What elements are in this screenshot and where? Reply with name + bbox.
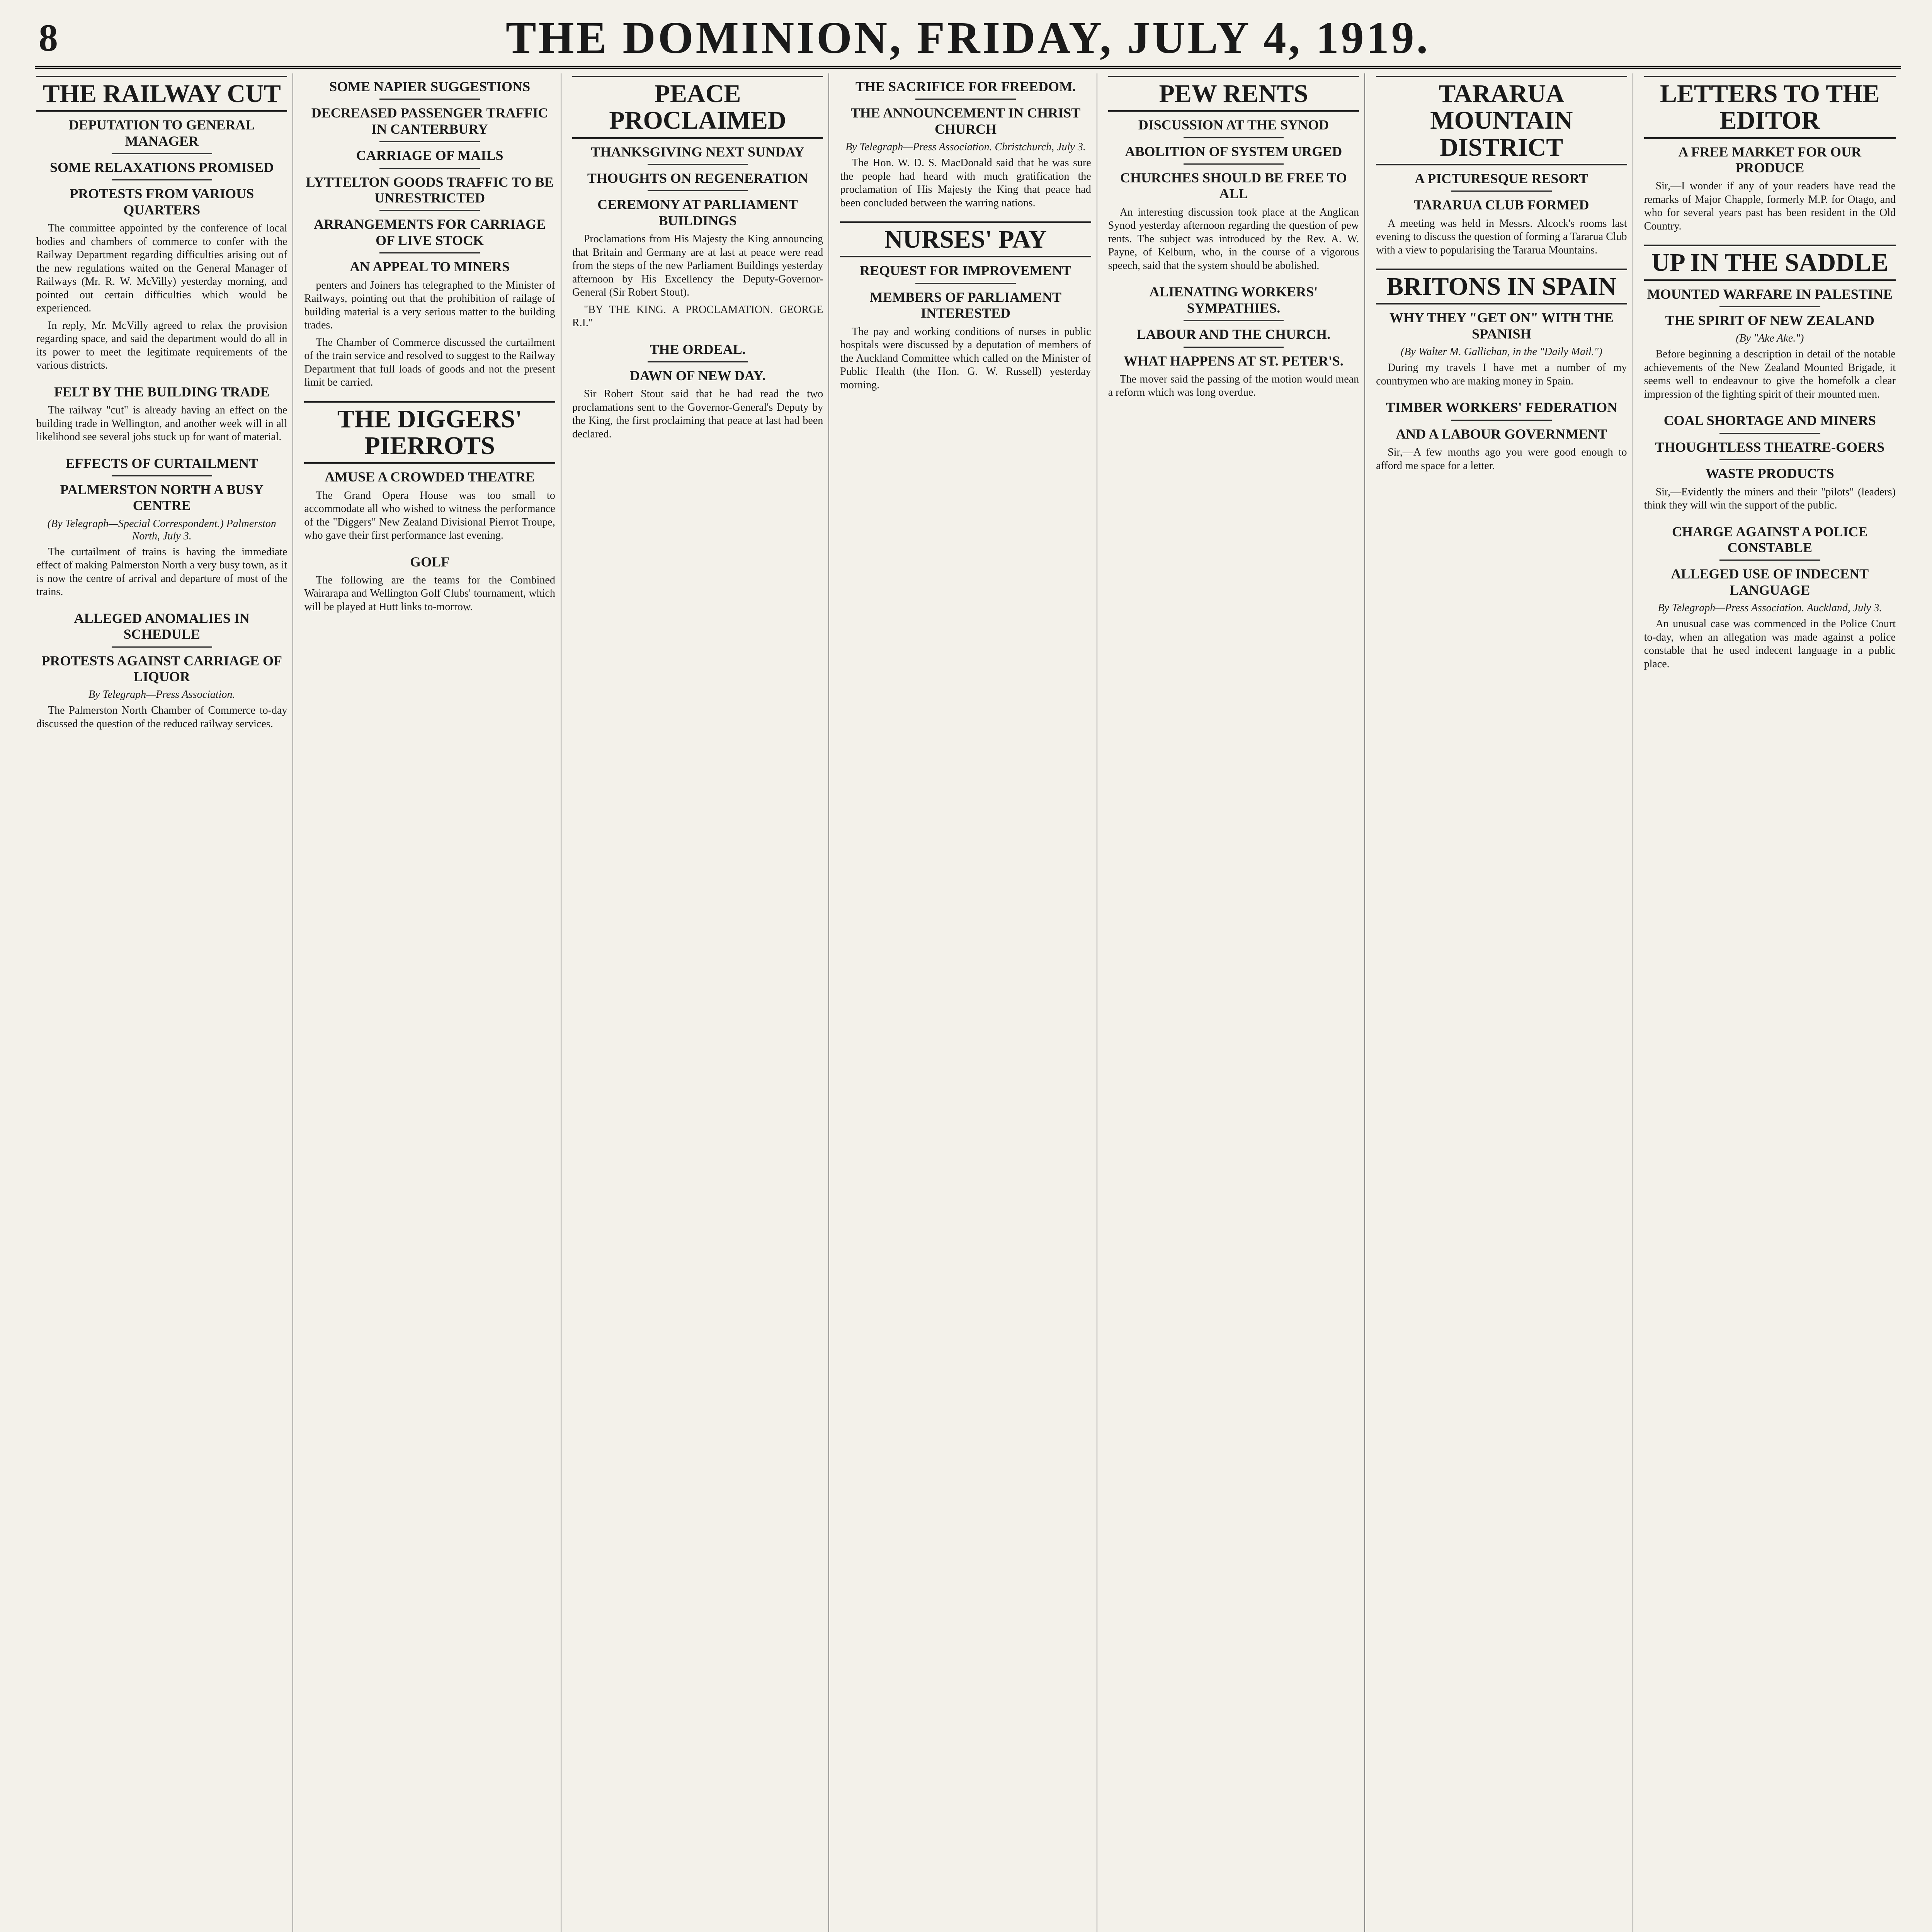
page-number: 8 xyxy=(39,16,58,59)
divider xyxy=(379,210,480,211)
article xyxy=(1644,524,1896,671)
divider xyxy=(915,99,1016,100)
article-subhead: MEMBERS OF PARLIAMENT INTERESTED xyxy=(869,289,1061,321)
article-paragraph: Sir,—Evidently the miners and their "pilots" (leaders) think they will win the support of the public. xyxy=(1644,486,1896,512)
article-subhead: CHARGE AGAINST A POLICE CONSTABLE xyxy=(1672,524,1868,556)
article-byline: By Telegraph—Press Association. Christchurch, July 3. xyxy=(845,141,1086,153)
article-subhead: DISCUSSION AT THE SYNOD xyxy=(1138,117,1329,133)
article-paragraph: The curtailment of trains is having the immediate effect of making Palmerston North a very busy town, as it is now the centre of arrival and departure of most of the trains. xyxy=(36,546,287,598)
article-paragraph: Sir Robert Stout said that he had read the two proclamations sent to the Governor-General's Deputy by the King, the first proclaiming that peace at last had been declared. xyxy=(572,388,823,440)
divider xyxy=(1184,137,1284,138)
article xyxy=(36,76,287,372)
article-subhead: CARRIAGE OF MAILS xyxy=(356,148,503,163)
divider xyxy=(1184,320,1284,321)
article-subhead: LYTTELTON GOODS TRAFFIC TO BE UNRESTRICTED xyxy=(306,174,554,206)
column-3 xyxy=(571,73,829,1932)
article-subhead: LABOUR AND THE CHURCH. xyxy=(1136,327,1331,342)
article-subhead: A PICTURESQUE RESORT xyxy=(1415,170,1588,186)
article xyxy=(572,76,823,330)
article-byline: (By Telegraph—Special Correspondent.) Palmerston North, July 3. xyxy=(47,517,276,542)
article-subhead: ARRANGEMENTS FOR CARRIAGE OF LIVE STOCK xyxy=(314,216,546,248)
article xyxy=(1108,76,1359,272)
divider xyxy=(112,475,212,476)
article xyxy=(304,79,555,389)
divider xyxy=(1719,433,1820,434)
article-subhead: THOUGHTLESS THEATRE-GOERS xyxy=(1655,439,1885,455)
article-subhead: SOME NAPIER SUGGESTIONS xyxy=(329,79,531,94)
divider xyxy=(1719,560,1820,561)
article-subhead: THE ANNOUNCEMENT IN CHRIST CHURCH xyxy=(850,105,1081,137)
divider xyxy=(1719,459,1820,460)
article xyxy=(36,611,287,731)
article-headline: TARARUA MOUNTAIN DISTRICT xyxy=(1376,76,1627,165)
article xyxy=(1108,284,1359,400)
article-subhead: GOLF xyxy=(410,554,450,570)
article-headline: THE DIGGERS' PIERROTS xyxy=(304,401,555,464)
divider xyxy=(1451,190,1552,192)
article-subhead: THE ORDEAL. xyxy=(650,341,746,357)
masthead xyxy=(35,8,1901,69)
divider xyxy=(379,99,480,100)
article-subhead: THANKSGIVING NEXT SUNDAY xyxy=(591,144,804,160)
article xyxy=(36,384,287,444)
article-subhead: TIMBER WORKERS' FEDERATION xyxy=(1386,400,1617,415)
article-paragraph: The Chamber of Commerce discussed the curtailment of the train service and resolved to suggest to the Railway Department that full loads of goods and not the present limit be carried. xyxy=(304,336,555,389)
article-subhead: AND A LABOUR GOVERNMENT xyxy=(1396,426,1607,442)
article-headline: LETTERS TO THE EDITOR xyxy=(1644,76,1896,139)
article-subhead: PROTESTS FROM VARIOUS QUARTERS xyxy=(70,186,254,218)
article xyxy=(840,221,1091,392)
article-byline: By Telegraph—Press Association. xyxy=(88,689,235,701)
article-subhead: DEPUTATION TO GENERAL MANAGER xyxy=(68,117,255,149)
article-byline: (By "Ake Ake.") xyxy=(1736,332,1804,345)
article xyxy=(572,342,823,441)
article-subhead: ALLEGED USE OF INDECENT LANGUAGE xyxy=(1671,566,1869,598)
divider xyxy=(379,141,480,142)
article-paragraph: The Palmerston North Chamber of Commerce to-day discussed the question of the reduced railway services. xyxy=(36,704,287,730)
divider xyxy=(1719,306,1820,307)
article-headline: BRITONS IN SPAIN xyxy=(1376,269,1627,304)
article-subhead: AMUSE A CROWDED THEATRE xyxy=(325,469,535,485)
article-subhead: PROTESTS AGAINST CARRIAGE OF LIQUOR xyxy=(41,653,282,684)
article xyxy=(1376,400,1627,473)
article-subhead: DECREASED PASSENGER TRAFFIC IN CANTERBURY xyxy=(311,105,548,137)
article-headline: THE RAILWAY CUT xyxy=(36,76,287,112)
article-subhead: THE SACRIFICE FOR FREEDOM. xyxy=(855,79,1076,94)
article xyxy=(1644,245,1896,401)
article-subhead: WHY THEY "GET ON" WITH THE SPANISH xyxy=(1389,310,1614,342)
article-byline: (By Walter M. Gallichan, in the "Daily Mail.") xyxy=(1400,346,1602,358)
article-headline: NURSES' PAY xyxy=(840,221,1091,257)
article-subhead: CEREMONY AT PARLIAMENT BUILDINGS xyxy=(597,197,798,228)
article-subhead: PALMERSTON NORTH A BUSY CENTRE xyxy=(60,482,264,514)
article-subhead: ABOLITION OF SYSTEM URGED xyxy=(1125,143,1342,159)
divider xyxy=(1451,420,1552,421)
article-paragraph: The following are the teams for the Combined Wairarapa and Wellington Golf Clubs' tournament, which will be played at Hutt links to-morrow. xyxy=(304,574,555,613)
article-paragraph: An unusual case was commenced in the Police Court to-day, when an allegation was made against a police constable that he used indecent language in a public place. xyxy=(1644,618,1896,670)
article-paragraph: An interesting discussion took place at the Anglican Synod yesterday afternoon regarding the question of pew rents. The subject was introduced by the Rev. A. W. Payne, of Kelburn, who, in the course of a vigorous speech, said that the system should be abolished. xyxy=(1108,206,1359,272)
divider xyxy=(648,361,748,362)
column-2 xyxy=(303,73,561,1932)
column-4 xyxy=(838,73,1097,1932)
article-subhead: SOME RELAXATIONS PROMISED xyxy=(50,160,274,175)
article-subhead: COAL SHORTAGE AND MINERS xyxy=(1663,413,1876,429)
article-subhead: A FREE MARKET FOR OUR PRODUCE xyxy=(1678,144,1861,175)
article xyxy=(1376,76,1627,257)
article xyxy=(1376,269,1627,388)
article-subhead: WHAT HAPPENS AT ST. PETER'S. xyxy=(1124,353,1344,369)
article-subhead: ALIENATING WORKERS' SYMPATHIES. xyxy=(1149,284,1318,316)
article-headline: UP IN THE SADDLE xyxy=(1644,245,1896,281)
article-paragraph: Sir,—A few months ago you were good enough to afford me space for a letter. xyxy=(1376,446,1627,472)
article-paragraph: Sir,—I wonder if any of your readers have read the remarks of Major Chapple, formerly M.P. for Otago, and who for several years past has been resident in the Old Country. xyxy=(1644,180,1896,232)
article-subhead: EFFECTS OF CURTAILMENT xyxy=(65,455,259,471)
article xyxy=(304,554,555,614)
article xyxy=(840,79,1091,210)
divider xyxy=(112,179,212,180)
column-1 xyxy=(35,73,293,1932)
column-6 xyxy=(1374,73,1633,1932)
divider xyxy=(379,252,480,253)
newspaper-title: THE DOMINION, FRIDAY, JULY 4, 1919. xyxy=(505,12,1430,63)
article-subhead: ALLEGED ANOMALIES IN SCHEDULE xyxy=(74,610,250,642)
article-paragraph: In reply, Mr. McVilly agreed to relax the provision regarding space, and said the department would do all in its power to meet the legitimate requirements of the various districts. xyxy=(36,319,287,372)
divider xyxy=(915,283,1016,284)
article-subhead: REQUEST FOR IMPROVEMENT xyxy=(860,263,1071,279)
article-paragraph: The mover said the passing of the motion would mean a reform which was long overdue. xyxy=(1108,373,1359,399)
article-subhead: TARARUA CLUB FORMED xyxy=(1414,197,1589,213)
article-subhead: AN APPEAL TO MINERS xyxy=(350,259,510,275)
article-subhead: DAWN OF NEW DAY. xyxy=(629,368,766,384)
divider xyxy=(112,153,212,154)
article-paragraph: A meeting was held in Messrs. Alcock's rooms last evening to discuss the question of forming a Tararua Club with a view to popularising the Tararua Mountains. xyxy=(1376,217,1627,256)
divider xyxy=(648,164,748,165)
article xyxy=(304,401,555,543)
column-7 xyxy=(1643,73,1901,1932)
columns-container xyxy=(35,73,1901,1932)
article-subhead: WASTE PRODUCTS xyxy=(1705,466,1834,481)
article-paragraph: During my travels I have met a number of my countrymen who are making money in Spain. xyxy=(1376,362,1627,387)
article-paragraph: The Grand Opera House was too small to accommodate all who wished to witness the performance of the "Diggers" New Zealand Divisional Pierrot Troupe, who gave their first performance last evening. xyxy=(304,489,555,541)
divider xyxy=(648,190,748,191)
article-paragraph: The pay and working conditions of nurses in public hospitals were discussed by a deputation of members of the Auckland Committee which called on the Minister of Public Health (the Hon. G. W. Russell) yesterday morning. xyxy=(840,325,1091,391)
divider xyxy=(379,168,480,169)
article xyxy=(1644,413,1896,512)
article-byline: By Telegraph—Press Association. Auckland, July 3. xyxy=(1658,602,1882,614)
article-subhead: CHURCHES SHOULD BE FREE TO ALL xyxy=(1120,170,1347,202)
column-5 xyxy=(1107,73,1365,1932)
article-subhead: THE SPIRIT OF NEW ZEALAND xyxy=(1665,313,1875,328)
divider xyxy=(1184,163,1284,165)
article-paragraph: "BY THE KING. A PROCLAMATION. GEORGE R.I." xyxy=(572,303,823,329)
divider xyxy=(1184,347,1284,348)
article-paragraph: Before beginning a description in detail of the notable achievements of the New Zealand Mounted Brigade, it seems well to endeavour to give the homefolk a clear impression of the fighting spirit of their mounted men. xyxy=(1644,348,1896,400)
article-paragraph: Proclamations from His Majesty the King announcing that Britain and Germany are at last at peace were read from the steps of the new Parliament Buildings yesterday afternoon by His Excellency the Deputy-Governor-General (Sir Robert Stout). xyxy=(572,233,823,299)
article-headline: PEW RENTS xyxy=(1108,76,1359,112)
article-headline: PEACE PROCLAIMED xyxy=(572,76,823,139)
divider xyxy=(112,646,212,648)
article-paragraph: The committee appointed by the conference of local bodies and chambers of commerce to confer with the Railway Department regarding difficulties arising out of the new regulations waited on the General Manager of Railways (Mr. R. W. McVilly) yesterday morning, and pointed out certain difficulties which would be experienced. xyxy=(36,222,287,315)
article-paragraph: The railway "cut" is already having an effect on the building trade in Wellington, and another week will in all likelihood see several jobs stuck up for want of material. xyxy=(36,404,287,443)
article-subhead: FELT BY THE BUILDING TRADE xyxy=(54,384,270,400)
article-paragraph: penters and Joiners has telegraphed to the Minister of Railways, pointing out that the prohibition of railage of building material is a very serious matter to the building trades. xyxy=(304,279,555,332)
article-subhead: MOUNTED WARFARE IN PALESTINE xyxy=(1647,286,1893,302)
article-paragraph: The Hon. W. D. S. MacDonald said that he was sure the people had heard with much gratification the proclamation of His Majesty the King that peace had been concluded between the warring nations. xyxy=(840,157,1091,209)
article xyxy=(1644,76,1896,233)
article xyxy=(36,456,287,599)
article-subhead: THOUGHTS ON REGENERATION xyxy=(587,170,808,186)
